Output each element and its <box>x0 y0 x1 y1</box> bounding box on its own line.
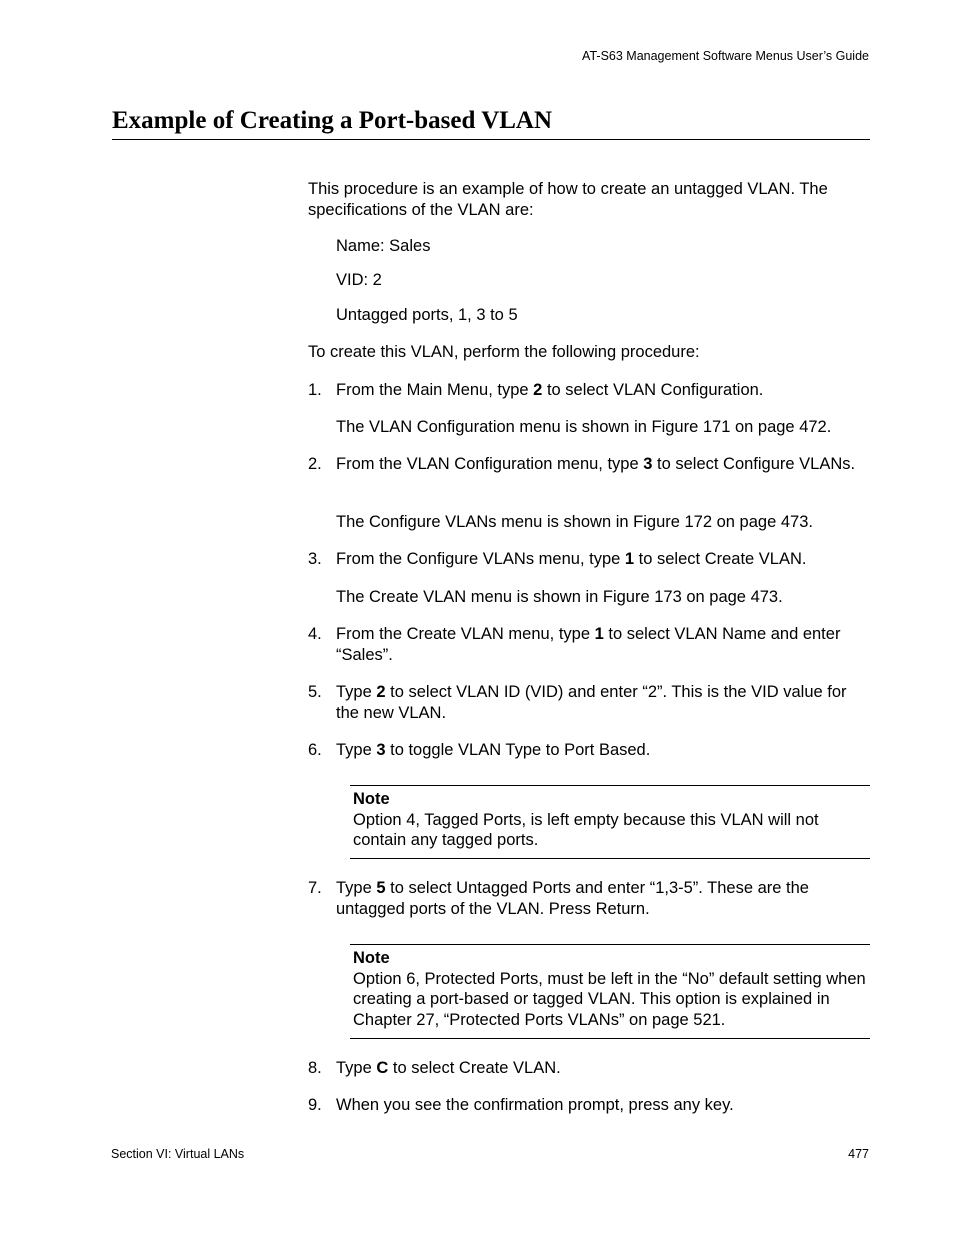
intro-paragraph: This procedure is an example of how to create an untagged VLAN. The specifications of the VLAN are: <box>308 180 828 219</box>
step-number: 9. <box>308 1096 322 1114</box>
note-text: Option 6, Protected Ports, must be left in the “No” default setting when creating a port-based or tagged VLAN. This option is explained in Chapter 27, “Protected Ports VLANs” on page 521. <box>353 969 866 1029</box>
footer-section: Section VI: Virtual LANs <box>111 1147 245 1161</box>
step-number: 7. <box>308 879 322 897</box>
spec-name: Name: Sales <box>336 237 431 255</box>
step-2-result: The Configure VLANs menu is shown in Figure 172 on page 473. <box>336 513 813 531</box>
footer-page-number: 477 <box>848 1147 869 1161</box>
spec-vid: VID: 2 <box>336 271 382 289</box>
step-number: 6. <box>308 741 322 759</box>
step-text: Type 5 to select Untagged Ports and enter “1,3-5”. These are the untagged ports of the VLAN. Press Return. <box>336 879 809 918</box>
running-header: AT-S63 Management Software Menus User’s Guide <box>582 49 869 63</box>
note-title: Note <box>353 790 390 808</box>
lead-in-paragraph: To create this VLAN, perform the following procedure: <box>308 343 700 361</box>
step-text: From the VLAN Configuration menu, type 3 to select Configure VLANs. <box>336 455 856 473</box>
step-number: 4. <box>308 625 322 643</box>
step-3-result: The Create VLAN menu is shown in Figure 173 on page 473. <box>336 588 783 606</box>
step-text: Type 2 to select VLAN ID (VID) and enter “2”. This is the VID value for the new VLAN. <box>336 683 847 722</box>
section-title: Example of Creating a Port-based VLAN <box>112 105 870 140</box>
step-text: From the Create VLAN menu, type 1 to select VLAN Name and enter “Sales”. <box>336 625 841 664</box>
note-text: Option 4, Tagged Ports, is left empty because this VLAN will not contain any tagged ports. <box>353 810 819 849</box>
step-number: 3. <box>308 550 322 568</box>
step-number: 5. <box>308 683 322 701</box>
note-title: Note <box>353 949 390 967</box>
step-number: 1. <box>308 381 322 399</box>
note-box <box>350 944 870 1039</box>
step-text: When you see the confirmation prompt, press any key. <box>336 1096 734 1114</box>
step-text: Type C to select Create VLAN. <box>336 1059 561 1077</box>
step-text: Type 3 to toggle VLAN Type to Port Based. <box>336 741 651 759</box>
step-number: 8. <box>308 1059 322 1077</box>
spec-untagged-ports: Untagged ports, 1, 3 to 5 <box>336 306 518 324</box>
note-box <box>350 785 870 859</box>
step-1-result: The VLAN Configuration menu is shown in Figure 171 on page 472. <box>336 418 832 436</box>
step-text: From the Main Menu, type 2 to select VLAN Configuration. <box>336 381 764 399</box>
step-number: 2. <box>308 455 322 473</box>
step-text: From the Configure VLANs menu, type 1 to select Create VLAN. <box>336 550 807 568</box>
